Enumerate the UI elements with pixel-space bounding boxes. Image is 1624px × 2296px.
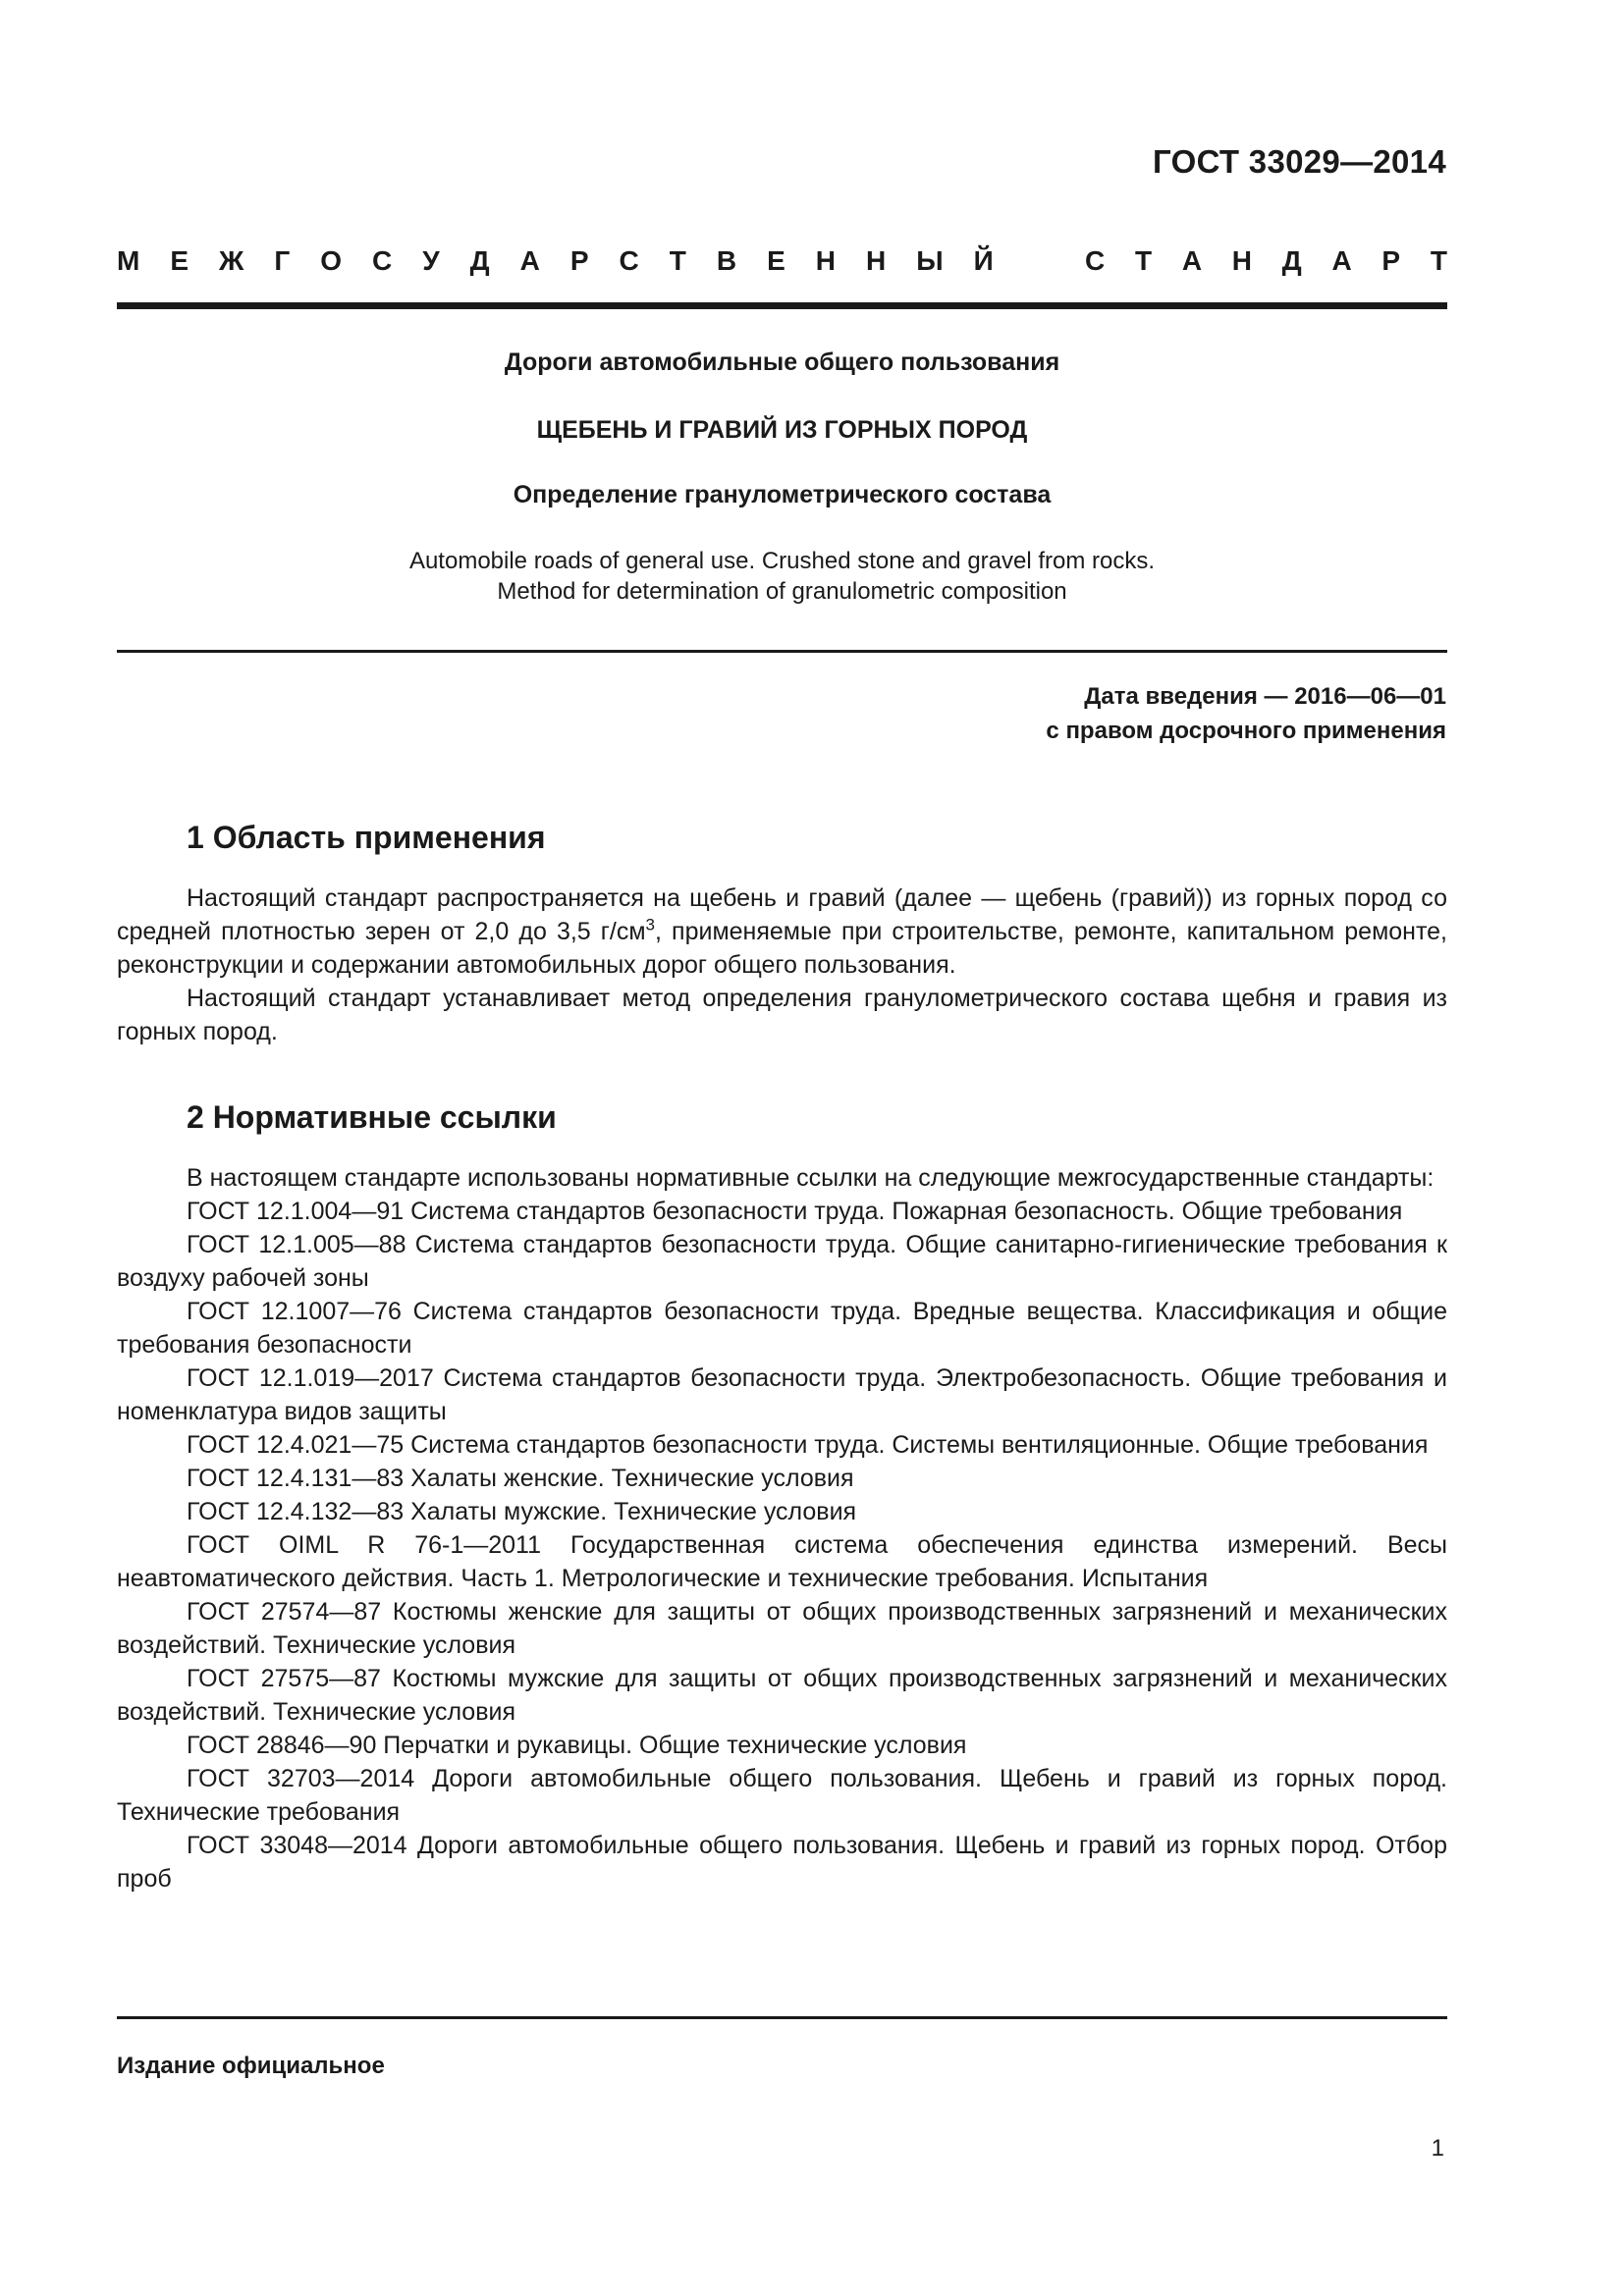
scope-paragraph-1 [117,881,1447,982]
english-title-line1: Automobile roads of general use. Crushed stone and gravel from rocks. [408,548,1156,574]
section-references-body [117,1161,1447,1896]
official-edition-label: Издание официальное [117,2053,385,2079]
banner-letter: В [716,245,737,276]
title-line-main: ЩЕБЕНЬ И ГРАВИЙ ИЗ ГОРНЫХ ПОРОД [536,416,1028,444]
banner-letter: С [1085,245,1106,276]
introduction-date-line: Дата введения — 2016—06—01 [1084,683,1446,710]
reference-item: ГОСТ 33048—2014 Дороги автомобильные общего пользования. Щебень и гравий из горных пород. Отбор проб [117,1832,1447,1893]
banner-letter: Т [1134,245,1153,276]
banner-letter: Т [669,245,686,276]
standard-banner [117,245,1447,277]
banner-letter: Т [1430,245,1447,276]
banner-letter: А [519,245,540,276]
reference-item: ГОСТ 28846—90 Перчатки и рукавицы. Общие технические условия [187,1732,967,1759]
reference-item: ГОСТ 12.4.021—75 Система стандартов безопасности труда. Системы вентиляционные. Общие требования [187,1431,1429,1459]
title-rule [117,650,1447,653]
reference-item: ГОСТ 32703—2014 Дороги автомобильные общего пользования. Щебень и гравий из горных пород. Технические требования [117,1765,1447,1826]
reference-item: ГОСТ 12.1007—76 Система стандартов безопасности труда. Вредные вещества. Классификация и общие требования безопасности [117,1298,1447,1359]
banner-letter: Д [469,245,490,276]
introduction-date [1046,679,1446,748]
page-number: 1 [1431,2135,1444,2162]
section-scope-body [117,881,1447,1048]
banner-letter: Д [1281,245,1302,276]
banner-word-standard [1085,245,1447,277]
banner-letter: М [117,245,140,276]
banner-letter: Н [866,245,887,276]
banner-letter: С [619,245,639,276]
reference-item: ГОСТ 12.4.132—83 Халаты мужские. Технические условия [187,1498,857,1525]
banner-letter: Ж [219,245,244,276]
banner-letter: Н [1231,245,1253,276]
document-number: ГОСТ 33029—2014 [1153,143,1446,180]
reference-item: ГОСТ 12.1.019—2017 Система стандартов безопасности труда. Электробезопасность. Общие требования и номенклатура видов защиты [117,1364,1447,1425]
reference-item: ГОСТ 12.1.005—88 Система стандартов безопасности труда. Общие санитарно-гигиенические требования к воздуху рабочей зоны [117,1231,1447,1292]
banner-letter: Р [1381,245,1401,276]
early-application-line: с правом досрочного применения [1046,718,1446,744]
banner-letter: Ы [916,245,944,276]
english-title-line2: Method for determination of granulometric composition [497,578,1067,605]
reference-item: ГОСТ OIML R 76-1—2011 Государственная система обеспечения единства измерений. Весы неавтоматического действия. Часть 1. Метрологические и технические требования. Испытания [117,1531,1447,1592]
banner-letter: О [320,245,342,276]
section-heading-scope: 1 Область применения [187,820,546,855]
banner-letter: Р [569,245,589,276]
banner-letter: Н [815,245,837,276]
banner-letter: У [422,245,440,276]
reference-item: ГОСТ 27574—87 Костюмы женские для защиты от общих производственных загрязнений и механических воздействий. Технические условия [117,1598,1447,1659]
banner-letter: С [371,245,393,276]
superscript-three: 3 [645,915,656,934]
title-line-roads: Дороги автомобильные общего пользования [504,348,1060,376]
banner-letter: Г [274,245,291,276]
title-line-method: Определение гранулометрического состава [513,481,1052,508]
banner-letter: А [1181,245,1203,276]
footer-rule [117,2016,1447,2019]
header-rule [117,302,1447,309]
references-intro: В настоящем стандарте использованы нормативные ссылки на следующие межгосударственные стандарты: [187,1164,1435,1192]
scope-text-part2: , применяемые при строительстве, ремонте, капитальном ремонте, реконструкции и содержании автомобильных дорог общего пользования. [117,918,1448,979]
section-heading-references: 2 Нормативные ссылки [187,1099,557,1135]
banner-word-interstate [117,245,994,277]
banner-letter: А [1331,245,1352,276]
scope-text-part1: Настоящий стандарт распространяется на щебень и гравий (далее — щебень (гравий)) из горных пород со средней плотностью зерен от 2,0 до 3,5 г/см [117,884,1447,945]
reference-item: ГОСТ 12.4.131—83 Халаты женские. Технические условия [187,1465,854,1492]
banner-letter: Й [973,245,994,276]
reference-item: ГОСТ 12.1.004—91 Система стандартов безопасности труда. Пожарная безопасность. Общие требования [187,1198,1403,1225]
banner-letter: Е [767,245,785,276]
banner-letter: Е [170,245,189,276]
scope-paragraph-2: Настоящий стандарт устанавливает метод определения гранулометрического состава щебня и гравия из горных пород. [117,985,1447,1045]
reference-item: ГОСТ 27575—87 Костюмы мужские для защиты от общих производственных загрязнений и механических воздействий. Технические условия [117,1665,1447,1726]
